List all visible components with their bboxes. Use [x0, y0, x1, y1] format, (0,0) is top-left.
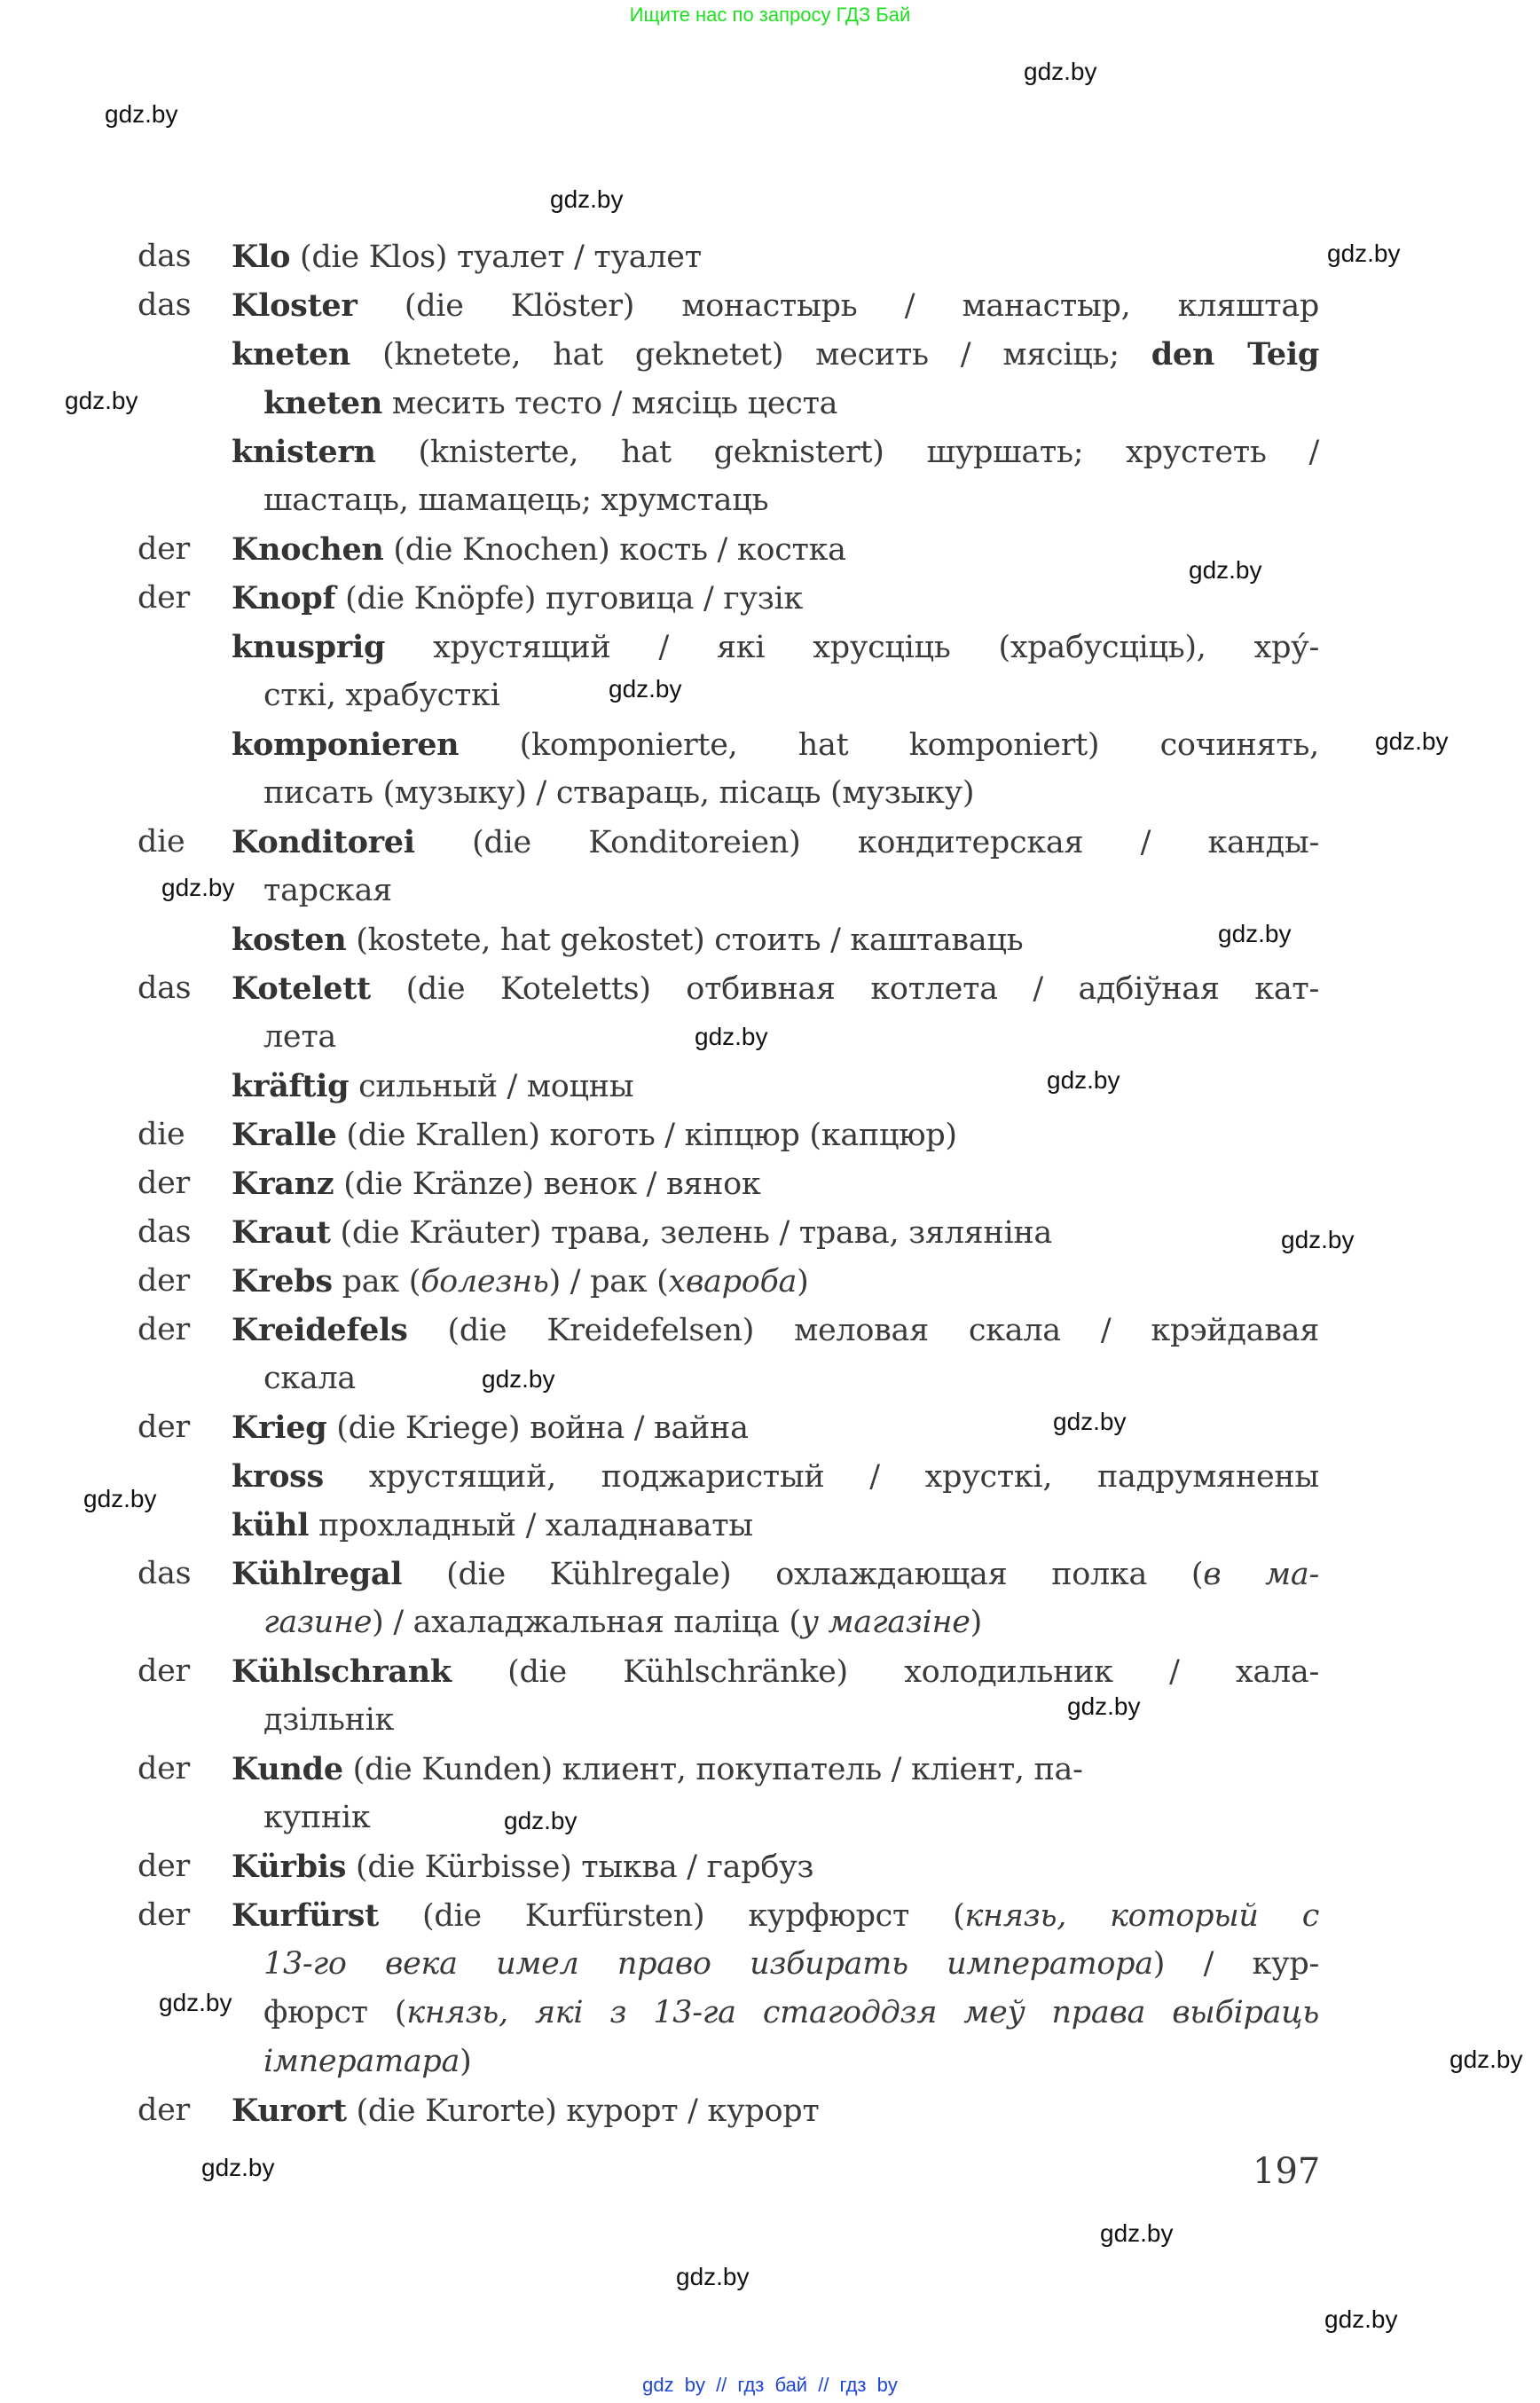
- translation: (die Kurorte) курорт / курорт: [346, 2093, 820, 2129]
- translation: дзільнік: [263, 1702, 395, 1738]
- watermark: gdz.by: [504, 1807, 578, 1834]
- translation: ): [970, 1605, 982, 1640]
- translation: хрустящий / які хрусціць (храбусціць), хру́-: [385, 630, 1319, 665]
- translation: ): [797, 1264, 809, 1300]
- translation: (die Klöster) монастырь / манастыр, кляштар: [357, 288, 1319, 324]
- article: der: [138, 1653, 190, 1689]
- headword: Kühlregal: [232, 1556, 403, 1592]
- watermark: gdz.by: [1067, 1692, 1141, 1720]
- italic-note: болезнь: [420, 1264, 549, 1300]
- entry-text: [232, 1306, 1319, 1355]
- watermark: gdz.by: [201, 2154, 275, 2181]
- headword: Krieg: [232, 1410, 327, 1446]
- translation: фюрст (: [263, 1995, 407, 2030]
- entry-text: [263, 671, 1319, 720]
- headword: kneten: [263, 385, 383, 421]
- dictionary-line: [0, 476, 1540, 525]
- entry-text: [232, 1452, 1319, 1502]
- translation: (knetete, hat geknetet) месить / мясіць;: [350, 337, 1151, 373]
- headword: Knopf: [232, 580, 336, 616]
- dictionary-line: [0, 1501, 1540, 1550]
- headword: kross: [232, 1458, 324, 1495]
- entry-text: [263, 1940, 1319, 1989]
- dictionary-line: [0, 915, 1540, 964]
- entry-text: [263, 476, 1319, 525]
- entry-text: [263, 1696, 1319, 1745]
- headword: komponieren: [232, 726, 460, 763]
- entry-text: [232, 1647, 1319, 1697]
- entry-text: [232, 1842, 1319, 1892]
- watermark: gdz.by: [1024, 58, 1097, 85]
- italic-note: у магазіне: [800, 1605, 970, 1640]
- translation: лета: [263, 1019, 336, 1055]
- translation: (die Klos) туалет / туалет: [290, 240, 702, 275]
- entry-text: [232, 1403, 1319, 1453]
- translation: (die Koteletts) отбивная котлета / адбіўная кат-: [370, 971, 1319, 1007]
- translation: сильный / моцны: [349, 1069, 634, 1104]
- translation: шастаць, шамацець; хрумстаць: [263, 483, 769, 518]
- article: das: [138, 287, 192, 323]
- headword: Kloster: [232, 287, 358, 324]
- watermark: gdz.by: [482, 1365, 555, 1393]
- dictionary-line: [0, 1696, 1540, 1745]
- dictionary-line: [0, 1257, 1540, 1306]
- watermark: gdz.by: [65, 387, 138, 414]
- article: der: [138, 1897, 190, 1933]
- dictionary-line: [0, 1159, 1540, 1208]
- translation: скала: [263, 1361, 356, 1396]
- headword: Kühlschrank: [232, 1653, 452, 1690]
- dictionary-line: [0, 1598, 1540, 1647]
- dictionary-line: [0, 232, 1540, 281]
- article: der: [138, 531, 190, 567]
- dictionary-line: [0, 330, 1540, 379]
- translation: прохладный / халаднаваты: [309, 1508, 753, 1543]
- dictionary-line: [0, 1306, 1540, 1355]
- watermark: gdz.by: [105, 100, 178, 128]
- headword: kneten: [232, 336, 351, 373]
- dictionary-line: [0, 1062, 1540, 1111]
- entry-text: [232, 1891, 1319, 1941]
- translation: (die Kühlregale) охлаждающая полка (: [402, 1557, 1204, 1592]
- watermark: gdz.by: [695, 1023, 768, 1050]
- headword: knusprig: [232, 629, 386, 665]
- translation: купнік: [263, 1800, 371, 1835]
- watermark: gdz.by: [159, 1989, 232, 2016]
- search-banner: Ищите нас по запросу ГДЗ Бай: [629, 4, 911, 26]
- watermark: gdz.by: [609, 675, 682, 703]
- entry-text: [232, 428, 1319, 477]
- entry-text: [232, 623, 1319, 672]
- entry-text: [232, 1550, 1319, 1599]
- watermark: gdz.by: [550, 185, 624, 213]
- watermark: gdz.by: [676, 2263, 750, 2290]
- translation: ) / кур-: [1152, 1946, 1319, 1982]
- translation: (die Knochen) кость / костка: [383, 532, 846, 568]
- article: das: [138, 970, 192, 1006]
- translation: писать (музыку) / ствараць, пісаць (музыку): [263, 775, 975, 811]
- translation: (die Knöpfe) пуговица / гузік: [335, 581, 803, 616]
- article: der: [138, 1751, 190, 1787]
- entry-text: [263, 867, 1319, 915]
- translation: (die Kreidefelsen) меловая скала / крэйдавая: [407, 1313, 1319, 1348]
- translation: сткі, храбусткі: [263, 678, 500, 713]
- headword: Kotelett: [232, 970, 371, 1007]
- entry-text: [263, 1013, 1319, 1062]
- dictionary-line: [0, 2086, 1540, 2135]
- article: der: [138, 1166, 190, 1201]
- dictionary-line: [0, 671, 1540, 720]
- article: das: [138, 1214, 192, 1250]
- watermark: gdz.by: [1324, 2305, 1398, 2333]
- entry-text: [232, 330, 1319, 380]
- headword: Kurfürst: [232, 1897, 379, 1934]
- translation: (die Kränze) венок / вянок: [334, 1166, 761, 1202]
- italic-note: в ма-: [1203, 1557, 1319, 1592]
- headword: knistern: [232, 434, 376, 470]
- headword: Kurort: [232, 2093, 347, 2129]
- watermark: gdz.by: [1281, 1226, 1355, 1253]
- headword: Kunde: [232, 1751, 343, 1787]
- translation: ) / рак (: [548, 1264, 669, 1300]
- entry-text: [232, 1745, 1319, 1794]
- entry-text: [263, 379, 1319, 428]
- entry-text: [263, 1598, 1319, 1647]
- entry-text: [263, 2038, 1319, 2086]
- article: der: [138, 1263, 190, 1299]
- article: die: [138, 1117, 185, 1152]
- headword: Knochen: [232, 531, 384, 568]
- entry-text: [232, 1111, 1319, 1160]
- translation: (die Konditoreien) кондитерская / канды-: [414, 825, 1319, 860]
- dictionary-line: [0, 379, 1540, 428]
- dictionary-line: [0, 428, 1540, 476]
- translation: (die Kürbisse) тыква / гарбуз: [346, 1849, 814, 1885]
- entry-text: [263, 769, 1319, 818]
- article: der: [138, 1410, 190, 1445]
- headword: Klo: [232, 239, 291, 275]
- entry-text: [232, 720, 1319, 770]
- dictionary-line: [0, 1842, 1540, 1891]
- italic-note: князь, які з 13-га стагоддзя меў права выбіраць: [406, 1995, 1320, 2030]
- watermark: gdz.by: [1327, 240, 1401, 267]
- dictionary-line: [0, 1794, 1540, 1842]
- headword: Krebs: [232, 1263, 333, 1300]
- watermark: gdz.by: [1189, 556, 1262, 584]
- translation: (die Krallen) коготь / кіпцюр (капцюр): [336, 1118, 957, 1153]
- watermark: gdz.by: [83, 1485, 157, 1512]
- italic-note: хвароба: [668, 1264, 798, 1300]
- entry-text: [232, 1159, 1319, 1209]
- dictionary-line: [0, 574, 1540, 623]
- italic-note: імператара: [263, 2044, 460, 2079]
- translation: (die Kurfürsten) курфюрст (: [378, 1898, 965, 1934]
- dictionary-line: [0, 1647, 1540, 1696]
- translation: (knisterte, hat geknistert) шуршать; хрустеть /: [375, 435, 1319, 470]
- dictionary-line: [0, 281, 1540, 330]
- italic-note: князь, который с: [964, 1898, 1319, 1934]
- dictionary-line: [0, 1111, 1540, 1159]
- italic-note: 13-го века имел право избирать императора: [263, 1946, 1153, 1982]
- watermark: gdz.by: [161, 874, 235, 901]
- page-number: 197: [1253, 2151, 1321, 2192]
- dictionary-line: [0, 1403, 1540, 1452]
- dictionary-line: [0, 1452, 1540, 1501]
- entry-text: [263, 1989, 1319, 2038]
- translation: ): [460, 2044, 472, 2079]
- headword: kräftig: [232, 1068, 350, 1104]
- watermark: gdz.by: [1375, 727, 1449, 755]
- dictionary-line: [0, 1013, 1540, 1062]
- article: der: [138, 1312, 190, 1347]
- watermark: gdz.by: [1218, 920, 1292, 947]
- article: die: [138, 824, 185, 860]
- entry-text: [232, 1208, 1319, 1258]
- dictionary-line: [0, 1355, 1540, 1403]
- headword: Kraut: [232, 1214, 331, 1251]
- translation: (die Kräuter) трава, зелень / трава, зяляніна: [330, 1215, 1052, 1251]
- entry-text: [232, 964, 1319, 1014]
- headword: kosten: [232, 922, 347, 958]
- article: der: [138, 580, 190, 616]
- dictionary-line: [0, 964, 1540, 1013]
- footer-banner: gdz by // гдз бай // гдз by: [642, 2374, 898, 2396]
- headword: Kralle: [232, 1117, 337, 1153]
- translation: тарская: [263, 873, 392, 908]
- headword: kühl: [232, 1507, 310, 1543]
- dictionary-line: [0, 1745, 1540, 1794]
- dictionary-line: [0, 1550, 1540, 1598]
- translation: ) / ахаладжальная паліца (: [372, 1605, 801, 1640]
- entry-text: [232, 525, 1319, 575]
- dictionary-line: [0, 1940, 1540, 1989]
- translation: рак (: [332, 1264, 421, 1300]
- watermark: gdz.by: [1100, 2219, 1174, 2247]
- headword: den Teig: [1151, 336, 1319, 373]
- headword: Konditorei: [232, 824, 415, 860]
- watermark: gdz.by: [1450, 2046, 1523, 2073]
- dictionary-line: [0, 623, 1540, 671]
- headword: Kreidefels: [232, 1312, 408, 1348]
- article: der: [138, 1849, 190, 1884]
- watermark: gdz.by: [1053, 1408, 1127, 1435]
- entry-text: [232, 2086, 1319, 2136]
- italic-note: газине: [263, 1605, 373, 1640]
- dictionary-line: [0, 769, 1540, 818]
- entry-text: [232, 1501, 1319, 1551]
- dictionary-line: [0, 818, 1540, 867]
- entry-text: [232, 915, 1319, 965]
- dictionary-line: [0, 1891, 1540, 1940]
- translation: (die Kriege) война / вайна: [326, 1410, 749, 1446]
- entry-text: [232, 1257, 1319, 1307]
- article: das: [138, 1556, 192, 1591]
- translation: (die Kunden) клиент, покупатель / кліент, па-: [342, 1752, 1083, 1787]
- headword: Kürbis: [232, 1849, 347, 1885]
- translation: (komponierte, hat komponiert) сочинять,: [459, 727, 1319, 763]
- entry-text: [232, 818, 1319, 868]
- entry-text: [232, 1062, 1319, 1111]
- dictionary-line: [0, 525, 1540, 574]
- entry-text: [263, 1355, 1319, 1403]
- entry-text: [263, 1794, 1319, 1842]
- watermark: gdz.by: [1047, 1066, 1120, 1094]
- entry-text: [232, 281, 1319, 331]
- article: das: [138, 239, 192, 274]
- entry-text: [232, 232, 1319, 282]
- translation: месить тесто / мясіць цеста: [382, 386, 838, 421]
- headword: Kranz: [232, 1166, 334, 1202]
- dictionary-line: [0, 2038, 1540, 2086]
- translation: хрустящий, поджаристый / хрусткі, падрумянены: [323, 1459, 1319, 1495]
- translation: (die Kühlschränke) холодильник / хала-: [451, 1654, 1319, 1690]
- translation: (kostete, hat gekostet) стоить / каштаваць: [346, 923, 1024, 958]
- dictionary-line: [0, 720, 1540, 769]
- entry-text: [232, 574, 1319, 624]
- article: der: [138, 2093, 190, 2128]
